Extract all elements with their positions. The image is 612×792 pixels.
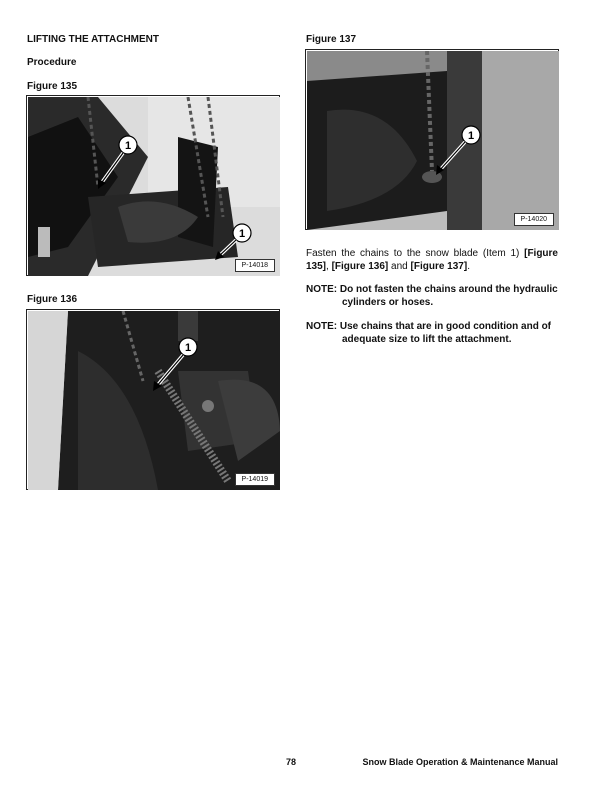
figure-137-label: Figure 137 (306, 34, 357, 45)
photo-id-14020: P-14020 (514, 213, 554, 226)
note-text: Use chains that are in good condition and of (339, 321, 552, 332)
figure-135-photo (28, 97, 280, 276)
note-hydraulic (306, 283, 560, 309)
photo-id-14019: P-14019 (235, 473, 275, 486)
photo-id-14018: P-14018 (235, 259, 275, 272)
svg-text:1: 1 (467, 130, 475, 142)
figure-135-ref: [Figure 135] (306, 248, 558, 272)
figure-137-photo (307, 51, 559, 230)
svg-text:1: 1 (124, 140, 132, 152)
note-chain-condition (306, 320, 560, 346)
svg-text:1: 1 (238, 228, 246, 240)
instruction-paragraph: Fasten the chains to the snow blade (Item 1) [Figure 135], [Figure 136] and [Figure 137]. (306, 248, 558, 272)
figure-136-label: Figure 136 (27, 294, 78, 305)
figure-137-frame (305, 49, 559, 230)
section-title: LIFTING THE ATTACHMENT (27, 34, 160, 45)
figure-137-ref: [Figure 137] (410, 261, 468, 272)
note-text: Do not fasten the chains around the hydraulic (339, 284, 558, 295)
manual-title: Snow Blade Operation & Maintenance Manual (362, 757, 558, 767)
note-prefix: NOTE: (306, 284, 338, 295)
figure-135-frame (26, 95, 280, 276)
note-prefix: NOTE: (306, 321, 338, 332)
note-text-continued: adequate size to lift the attachment. (342, 334, 512, 345)
figure-136-ref: [Figure 136] (331, 261, 389, 272)
procedure-heading: Procedure (27, 57, 77, 68)
figure-135-label: Figure 135 (27, 81, 78, 92)
note-text-continued: cylinders or hoses. (342, 297, 434, 308)
figure-136-photo (28, 311, 280, 490)
figure-136-frame (26, 309, 280, 490)
svg-text:1: 1 (184, 342, 192, 354)
instruction-text: Fasten the chains to the snow blade (Item 1) (306, 248, 525, 259)
page-number: 78 (286, 757, 297, 767)
